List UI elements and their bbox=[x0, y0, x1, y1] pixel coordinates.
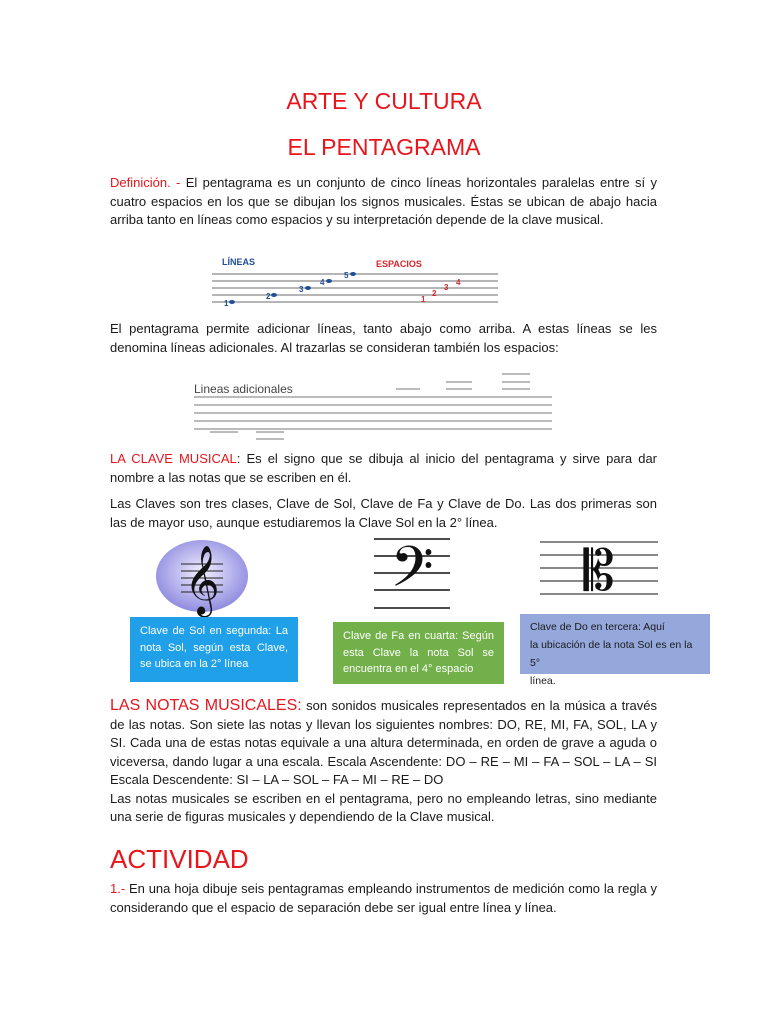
activity-number: 1.- bbox=[110, 881, 126, 896]
alto-caption-line: la ubicación de la nota Sol es en la 5° bbox=[530, 639, 693, 669]
notas-label: LAS NOTAS MUSICALES: bbox=[110, 697, 302, 714]
claves-paragraph: Las Claves son tres clases, Clave de Sol, Clave de Fa y Clave de Do. Las dos primeras son las de mayor uso, aunque estudiaremos la Clave Sol en la 2° línea. bbox=[110, 496, 657, 530]
line-number: 4 bbox=[320, 278, 325, 287]
clave-label: LA CLAVE MUSICAL bbox=[110, 451, 237, 466]
space-number: 4 bbox=[456, 278, 461, 287]
bass-clef-icon: 𝄢 bbox=[390, 535, 434, 614]
space-number: 3 bbox=[444, 283, 449, 292]
additional-lines-label: Lineas adicionales bbox=[194, 382, 293, 396]
notas-text: son sonidos musicales representados en la música a través de las notas. Son siete las notas y llevan los siguientes nombres: DO, RE, MI, FA, SOL, LA y SI. Cada una de estas notas equivale a una altura determinada, en orden de grave a aguda o viceversa, dando lugar a una escala. Escala Ascendente: DO – RE – MI – FA – SOL – LA – SI Escala Descendente: SI – LA – SOL – FA – MI – RE – DO bbox=[110, 698, 657, 787]
line-number: 5 bbox=[344, 271, 349, 280]
page-title: ARTE Y CULTURA bbox=[286, 88, 482, 114]
staff-lines-spaces-figure bbox=[208, 252, 500, 312]
alto-caption-line: Clave de Do en tercera: Aquí bbox=[530, 621, 665, 633]
bass-clef-figure bbox=[372, 535, 452, 615]
activity-paragraph bbox=[110, 880, 657, 917]
additional-lines-paragraph: El pentagrama permite adicionar líneas, tanto abajo como arriba. A estas líneas se les denomina líneas adicionales. Al trazarlas se consideran también los espacios: bbox=[110, 321, 657, 355]
activity-heading: ACTIVIDAD bbox=[110, 844, 249, 874]
treble-clef-caption: Clave de Sol en segunda: La nota Sol, según esta Clave, se ubica en la 2° línea bbox=[130, 617, 298, 682]
treble-clef-icon: 𝄞 bbox=[184, 545, 220, 615]
spaces-label: ESPACIOS bbox=[376, 259, 422, 269]
clave-paragraph bbox=[110, 450, 657, 487]
lines-label: LÍNEAS bbox=[222, 257, 256, 267]
activity-text: En una hoja dibuje seis pentagramas empleando instrumentos de medición como la regla y considerando que el espacio de separación debe ser igual entre línea y línea. bbox=[110, 881, 657, 915]
definition-paragraph bbox=[110, 174, 657, 230]
definition-text: El pentagrama es un conjunto de cinco líneas horizontales paralelas entre sí y cuatro espacios en los que se dibujan los signos musicales. Éstas se ubican de abajo hacia arriba tanto en líneas como espacios y su interpretación depende de la clave musical. bbox=[110, 175, 657, 227]
space-number: 2 bbox=[432, 289, 437, 298]
alto-clef-figure bbox=[538, 538, 660, 604]
treble-clef-figure bbox=[155, 538, 249, 614]
notas-paragraph bbox=[110, 697, 657, 827]
additional-lines-figure bbox=[190, 370, 554, 442]
notas-text-2: Las notas musicales se escriben en el pentagrama, pero no empleando letras, sino mediante una serie de figuras musicales y dependiendo de la Clave musical. bbox=[110, 790, 657, 824]
line-number: 1 bbox=[224, 299, 229, 308]
line-number: 2 bbox=[266, 292, 271, 301]
alto-clef-icon: 𝄡 bbox=[583, 539, 615, 604]
clave-text: : Es el signo que se dibuja al inicio del pentagrama y sirve para dar nombre a las notas que se escriben en él. bbox=[110, 451, 657, 485]
line-number: 3 bbox=[299, 285, 304, 294]
alto-caption-line: línea. bbox=[530, 675, 556, 687]
bass-clef-caption: Clave de Fa en cuarta: Según esta Clave la nota Sol se encuentra en el 4° espacio bbox=[333, 622, 504, 684]
alto-clef-caption bbox=[520, 614, 710, 687]
definition-label: Definición. - bbox=[110, 175, 181, 190]
page-subtitle: EL PENTAGRAMA bbox=[287, 134, 481, 160]
space-number: 1 bbox=[421, 295, 426, 304]
